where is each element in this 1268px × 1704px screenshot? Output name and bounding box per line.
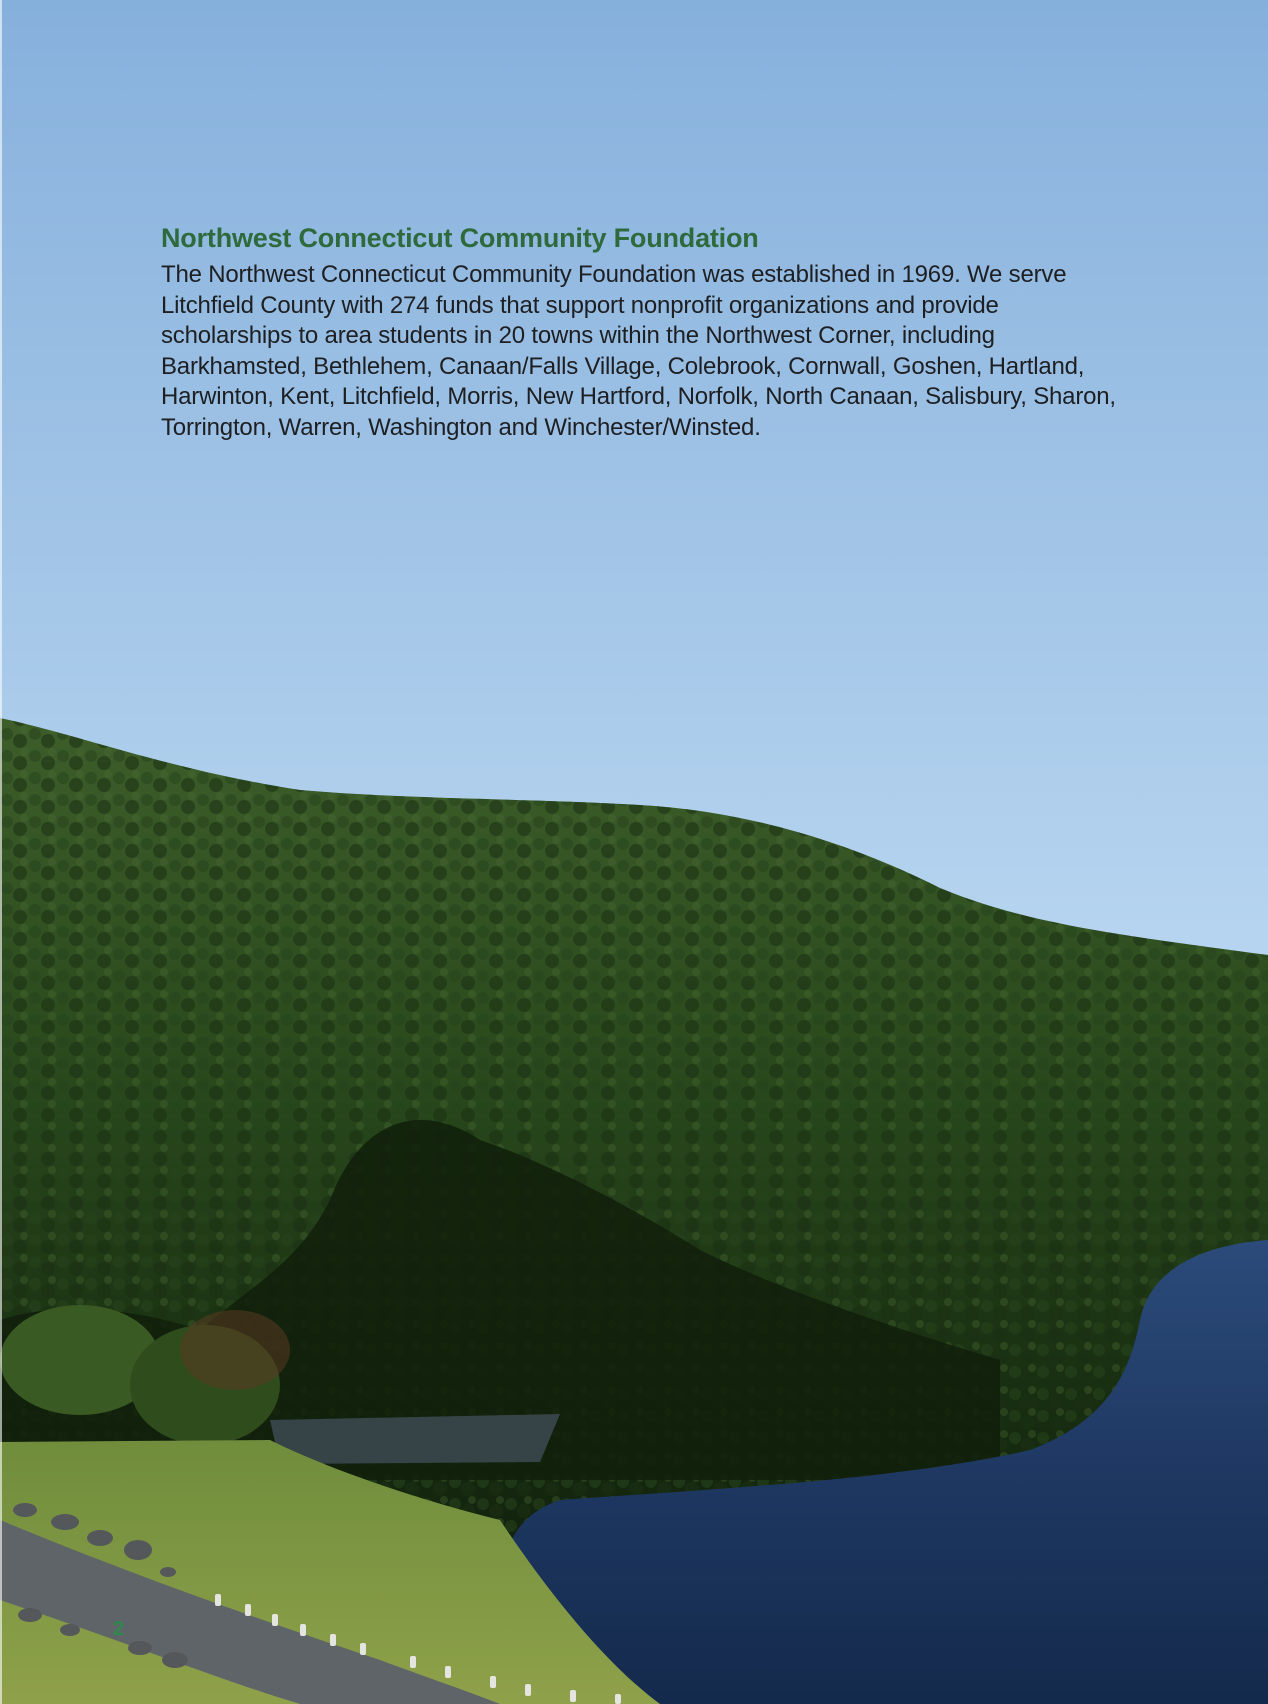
foundation-description: The Northwest Connecticut Community Foundation was established in 1969. We serve Litchfield County with 274 funds that support nonprofit organizations and provide scholarships to area students in 20 towns within the Northwest Corner, including Barkhamsted, Bethlehem, Canaan/Falls Village, Colebrook, Cornwall, Goshen, Hartland, Harwinton, Kent, Litchfield, Morris, New Hartford, Norfolk, North Canaan, Salisbury, Sharon, Torrington, Warren, Washington and Winchester/Winsted. [161,261,1116,441]
foundation-title: Northwest Connecticut Community Foundation [161,223,759,253]
intro-text-block [161,222,1121,443]
page-left-edge [0,0,2,1704]
dam-wall [270,1414,560,1464]
page-number: 2 [113,1618,125,1640]
